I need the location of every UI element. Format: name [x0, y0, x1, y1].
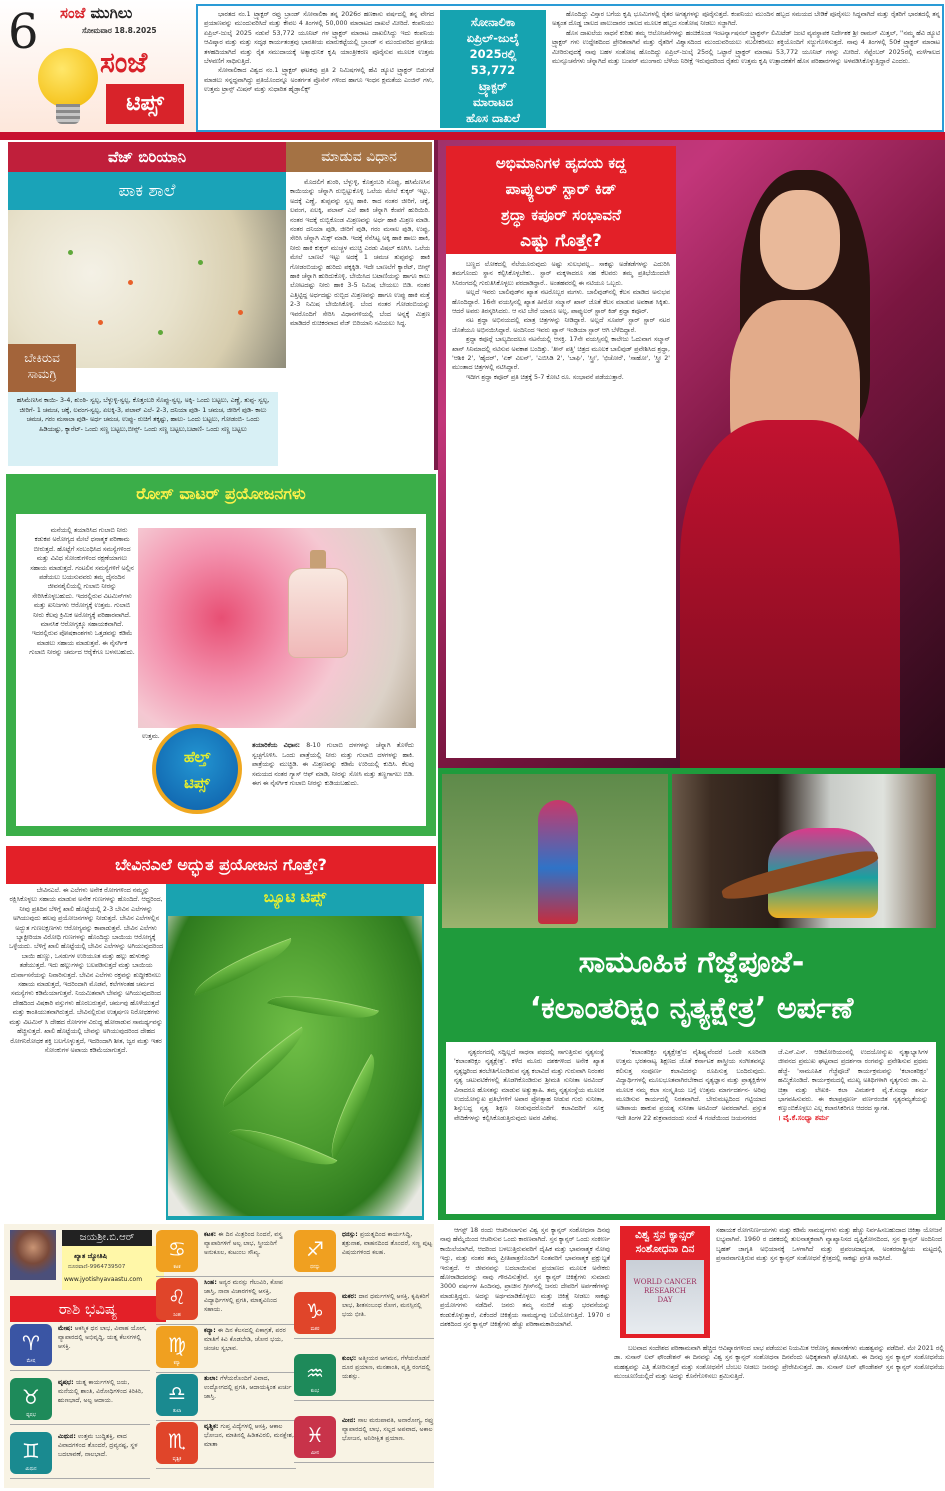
horoscope-sign-6	[156, 1374, 296, 1421]
sign-prediction: ಈ ದಿನ ಮಿತ್ರರಿಂದ ನಿಂದನೆ, ವಸ್ತ್ರ ವ್ಯಾಪಾರಿಗಳಿಗೆ ಅಲ್ಪ ಲಾಭ, ಸ್ತ್ರೀಯರಿಗೆ ಅನುಕೂಲ, ಕುಟುಂಬ ಸೌಖ್ಯ.	[204, 1231, 283, 1256]
lightbulb-icon	[38, 48, 98, 108]
lion-icon	[156, 1278, 198, 1320]
scorpion-icon	[156, 1422, 198, 1464]
tractor-column-3	[552, 10, 940, 66]
astrologer-phone: ದೂರವಾಣಿ-9964739507	[68, 1264, 126, 1270]
column-2	[616, 1048, 766, 1123]
recipe-title: ವೆಜ್ ಬಿರಿಯಾನಿ	[8, 142, 286, 172]
sign-glyph: ♋	[168, 1237, 186, 1261]
paragraph: ಬೇವಿನಎಲೆ. ಈ ಎಲೆಗಳು ಅನೇಕ ರೋಗಗಳಿಂದ ನಮ್ಮನ್ನು ರಕ್ಷಿಸಿಕೊಳ್ಳಲು ಸಹಾಯ ಮಾಡುವ ಅನೇಕ ಗುಣಗಳನ್ನು ಹೊಂದಿದೆ. ಆದ್ದರಿಂದ, ನೀವು ಪ್ರತಿದಿನ ಬೆಳಿಗ್ಗೆ ಖಾಲಿ ಹೊಟ್ಟೆಯಲ್ಲಿ 2-3 ಬೇವಿನ ಎಲೆಗಳನ್ನು ಅಗಿಯುವುದು ಹಲವು ಪ್ರಯೋಜನಗಳನ್ನು ನೀಡುತ್ತದೆ. ಬೇವಿನ ಎಲೆಗಳಲ್ಲಿನ ಅದ್ಭುತ ಗುಣಲಕ್ಷಣಗಳು ಆರೋಗ್ಯವನ್ನು ಕಾಪಾಡುತ್ತವೆ. ಬೇವಿನ ಎಲೆಗಳು ಬ್ಯಾಕ್ಟೀರಿಯಾ ವಿರೋಧಿ ಗುಣಗಳನ್ನು ಹೊಂದಿದ್ದು ಬಾಯಿಯ ಆರೋಗ್ಯಕ್ಕೆ ಒಳ್ಳೆಯದು. ಬೆಳಿಗ್ಗೆ ಖಾಲಿ ಹೊಟ್ಟೆಯಲ್ಲಿ ಬೇವಿನ ಎಲೆಗಳನ್ನು ಅಗಿಯುವುದರಿಂದ ಬಾಯಿ ಹುಣ್ಣು, ಒಸಡುಗಳ ಉರಿಯೂತ ಮತ್ತು ಹಲ್ಲು ಹುಳುಕನ್ನು ತಡೆಯುತ್ತದೆ. ಇದು ಹಲ್ಲುಗಳನ್ನು ಬಲಪಡಿಸುತ್ತದೆ ಮತ್ತು ಬಾಯಿಯ ದುರ್ವಾಸನೆಯನ್ನು ನಿವಾರಿಸುತ್ತದೆ. ಬೇವಿನ ಎಲೆಗಳು ರಕ್ತವನ್ನು ಶುದ್ಧೀಕರಿಸಲು ಸಹಾಯ ಮಾಡುತ್ತದೆ, ಇದರಿಂದಾಗಿ ಮೊಡವೆ, ಕಲೆಗಳಂತಹ ಚರ್ಮದ ಸಮಸ್ಯೆಗಳು ಕಡಿಮೆಯಾಗುತ್ತವೆ. ನಿಯಮಿತವಾಗಿ ಬೇವನ್ನು ಅಗಿಯುವುದರಿಂದ ದೇಹದಿಂದ ವಿಷಕಾರಿ ವಸ್ತುಗಳು ಹೊರಬರುತ್ತವೆ, ಚರ್ಮವು ಹೊಳೆಯುತ್ತದೆ ಮತ್ತು ಕಾಂತಿಯುತವಾಗಿರುತ್ತದೆ. ಬೇವಿನಲ್ಲಿರುವ ಉತ್ಕರ್ಷಣ ನಿರೋಧಕಗಳು ಮತ್ತು ವಿಟಮಿನ್ ಸಿ ದೇಹದ ರೋಗಗಳ ವಿರುದ್ಧ ಹೋರಾಡುವ ಸಾಮರ್ಥ್ಯವನ್ನು ಹೆಚ್ಚಿಸುತ್ತದೆ. ಖಾಲಿ ಹೊಟ್ಟೆಯಲ್ಲಿ ಬೇವನ್ನು ಅಗಿಯುವುದರಿಂದ ದೇಹದ ರೋಗನಿರೋಧಕ ಶಕ್ತಿ ಬಲಗೊಳ್ಳುತ್ತದೆ, ಇದರಿಂದಾಗಿ ಶೀತ, ಜ್ವರ ಮತ್ತು ಇತರ ಸೋಂಕುಗಳ ಅಪಾಯ ಕಡಿಮೆಯಾಗುತ್ತದೆ.	[8, 887, 164, 1054]
highlight-line: ಸೋನಾಲಿಕಾ	[470, 15, 516, 29]
sign-prediction: ಆಕಸ್ಮಿಕ ಧನ ಲಾಭ, ವಿವಾಹ ಯೋಗ, ವ್ಯಾಪಾರದಲ್ಲಿ ಅಭಿವೃದ್ಧಿ, ಯತ್ನ ಕೆಲಸಗಳಲ್ಲಿ ಆಸಕ್ತಿ.	[58, 1325, 147, 1350]
tractor-highlight-box	[440, 10, 546, 128]
tractor-article	[196, 4, 944, 132]
cancer-day-box	[620, 1226, 710, 1338]
horoscope-title: ರಾಶಿ ಭವಿಷ್ಯ	[10, 1296, 166, 1322]
sign-label: ಮೇಷ	[26, 1359, 36, 1364]
sign-glyph: ♓	[306, 1423, 324, 1447]
cancer-research-image	[626, 1260, 704, 1334]
sign-glyph: ♈	[22, 1331, 40, 1355]
newspaper-logo	[60, 4, 132, 22]
horoscope-sign-5	[156, 1326, 296, 1373]
highlight-line: ಏಪ್ರಿಲ್-ಜುಲೈ	[466, 31, 520, 45]
sign-label: ಮಿಥುನ	[25, 1467, 37, 1472]
paragraph: ಸಹಾಯಕ ರೋಗನಿರ್ಣಯಗಳು ಮತ್ತು ಕಡಿಮೆ ಸಾಮರ್ಥ್ಯಗಳು ಮತ್ತು ಹೆಚ್ಚು ನಿರ್ವಹಿಸಬಹುದಾದ ಚಿಕಿತ್ಸಾ ಯೋಜನೆ ಲಭ್ಯವಾಗಿವೆ. 1960 ರ ದಶಕದಲ್ಲಿ ತುಲನಾತ್ಮಕವಾಗಿ ವ್ಯಾಖ್ಯಾನಿಸದ ದೃಷ್ಟಿಕೋನದಿಂದ, ಸ್ತನ ಕ್ಯಾನ್ಸರ್ ಅಂದಿನಿಂದ ಬೃಹತ್ ಜಾಗೃತಿ ಅಭಿಯಾನಕ್ಕೆ ಒಳಗಾಗಿದೆ ಮತ್ತು ಪ್ರಪಂಚದಾದ್ಯಂತ, ಅಂತರರಾಷ್ಟ್ರೀಯ ಮಟ್ಟದಲ್ಲಿ ಪ್ರಸಾರವಾಗುತ್ತಿರುವ ಮತ್ತು ಸ್ತನ ಕ್ಯಾನ್ಸರ್ ಸಂಶೋಧನೆ ಕ್ಷೇತ್ರದಲ್ಲಿ ಸಾಕಷ್ಟು ಪ್ರಗತಿ ಸಾಧಿಸಿದೆ.	[716, 1227, 942, 1263]
paragraph: ಮೊದಲಿಗೆ ಶುಂಠಿ, ಬೆಳ್ಳುಳ್ಳಿ, ಕೊತ್ತಂಬರಿ ಸೊಪ್ಪು, ಹಸಿಮೆಣಸಿನ ಕಾಯಿಯನ್ನು ಚೆನ್ನಾಗಿ ರುಬ್ಬಿಟ್ಟುಕೊಳ್ಳಿ ಒಲೆಯ ಮೇಲೆ ಕುಕ್ಕರ್ ಇಟ್ಟು, ಅದಕ್ಕೆ ಎಣ್ಣೆ, ತುಪ್ಪವನ್ನು ಸ್ವಲ್ಪ ಹಾಕಿ. ಕಾದ ನಂತರ ಜೀರಿಗೆ, ಚಕ್ಕೆ, ಲವಂಗ, ಏಲಕ್ಕಿ, ಪಲಾವ್ ಎಲೆ ಹಾಕಿ ಚೆನ್ನಾಗಿ ಕೆಂಪಗೆ ಹುರಿಯಿರಿ. ನಂತರ ಇದಕ್ಕೆ ರುಬ್ಬಿಕೊಂಡ ಮಿಶ್ರಣವನ್ನು ಅರ್ಧ ಹಾಕಿ ಮಿಶ್ರಣ ಮಾಡಿ. ನಂತರ ದನಿಯಾ ಪುಡಿ, ಜೀರಿಗೆ ಪುಡಿ, ಗರಂ ಮಸಾಲ ಪುಡಿ, ಉಪ್ಪು, ಸೇರಿಸಿ ಚೆನ್ನಾಗಿ ಮಿಕ್ಸ್ ಮಾಡಿ. ಇದಕ್ಕೆ ನೆನೆಸಿಟ್ಟ ಅಕ್ಕಿ ಹಾಕಿ ಹಾಲು ಹಾಕಿ, ನೀರು ಹಾಕಿ ಕುಕ್ಕರ್ ಮುಚ್ಚಳ ಮುಚ್ಚಿ ಎರಡು ವಿಷಲ್ ಕೂಗಿಸಿ. ಒಲೆಯ ಮೇಲೆ ಬಾಣಲೆ ಇಟ್ಟು ಅದಕ್ಕೆ 1 ಚಮಚ ತುಪ್ಪವನ್ನು ಹಾಕಿ ಗೋಡಂಬಿಯನ್ನು ಹುರಿದು ಪಕ್ಕಕ್ಕಿಡಿ. ಇದೇ ಬಾಣಲೆಗೆ ಕ್ಯಾರೆಟ್, ಬೀನ್ಸ್ ಹಾಕಿ ಚೆನ್ನಾಗಿ ಹುರಿದುಕೊಳ್ಳಿ. ಬೇಯಿಸಿದ ಬಟಾಣಿಯನ್ನು ಹಾಗೂ ಕಾಲು ಲೋಟದಷ್ಟು ನೀರು ಹಾಕಿ 3-5 ನಿಮಿಷ ಬೇಯಲು ಬಿಡಿ. ನಂತರ ಎತ್ತಿಟ್ಟಿದ್ದ ಅರ್ಧದಷ್ಟು ರುಬ್ಬಿದ ಮಿಶ್ರಣವನ್ನು ಹಾಗೂ ಉಪ್ಪು ಹಾಕಿ ಮತ್ತೆ 2-3 ನಿಮಿಷ ಬೇಯಿಸಿಕೊಳ್ಳಿ. ಬೆಂದ ನಂತರ ಗೋಡಂಬಿಯನ್ನು ಇವರೊಂದಿಗೆ ಸೇರಿಸಿ ವಿಧಾನಗಳಿಯಲ್ಲಿ ಬೆಂದ ಅನ್ನಕ್ಕೆ ಮಿಶ್ರಣ ಮಾಡಿದರೆ ರುಚಿಕರವಾದ ವೆಜ್ ಬಿರಿಯಾನಿ ಸವಿಯಲು ಸಿದ್ಧ.	[290, 179, 430, 328]
twins-icon	[10, 1432, 52, 1474]
dancers-outdoor-photo	[442, 774, 668, 928]
neem-leaves-photo	[168, 916, 422, 1216]
sign-text: ವೃಶ್ಚಿಕ: ಗುಪ್ತ ವಿದ್ಯೆಗಳಲ್ಲಿ ಆಸಕ್ತಿ, ಆಕಾಲ ಭೋಜನ, ಮಾತಿನಲ್ಲಿ ಹಿಡಿತವಿರಲಿ, ಮನಕ್ಲೇಶ, ಮಾತಾ	[204, 1423, 294, 1448]
fish-icon	[294, 1416, 336, 1458]
method-text: 8-10 ಗುಲಾಬಿ ದಳಗಳನ್ನು ಚೆನ್ನಾಗಿ ತೊಳೆದು ಸ್ವಚ್ಛಗೊಳಿಸಿ. ಒಂದು ಪಾತ್ರೆಯಲ್ಲಿ ನೀರು ಮತ್ತು ಗುಲಾಬಿ ದಳಗಳನ್ನು ಹಾಕಿ. ಪಾತ್ರೆಯನ್ನು ಮುಚ್ಚಿಡಿ. ಈ ಮಿಶ್ರಣವನ್ನು ಕಡಿಮೆ ಉರಿಯಲ್ಲಿ ಕುದಿಸಿ. ಕೆಲವು ಸಮಯದ ನಂತರ ಗ್ಯಾಸ್ ಆಫ್ ಮಾಡಿ, ನೀರನ್ನು ಸೋಸಿ ಮತ್ತು ತಣ್ಣಗಾಗಲು ಬಿಡಿ. ಈಗ ಈ ನೈಸರ್ಗಿಕ ಗುಲಾಬಿ ನೀರನ್ನು ಕುಡಿಯಬಹುದು.	[252, 742, 414, 788]
bottle-icon	[288, 568, 348, 658]
neem-text	[8, 886, 164, 1055]
sign-label: ಧನಸ್ಸು	[310, 1265, 320, 1270]
astrologer-title: ಖ್ಯಾತ ಜ್ಯೋತಿಷಿ	[74, 1252, 108, 1260]
dancer-figure	[538, 800, 578, 924]
sign-name: ವೃಶ್ಚಿಕ	[204, 1423, 216, 1430]
horoscope-sign-10	[294, 1354, 434, 1401]
astrologer-name: ಜಯಶ್ರೀ.ಬಿ.ಆರ್	[62, 1230, 152, 1246]
sign-text: ವೃಷಭ: ಯತ್ನ ಕಾರ್ಯಗಳಲ್ಲಿ ಜಯ, ಮನೆಯಲ್ಲಿ ಶಾಂತಿ, ವಿರೋಧಿಗಳಿಂದ ಕಿರಿಕಿರಿ, ಋಣಭಾದೆ, ಅಲ್ಪ ಆದಾಯ.	[58, 1379, 144, 1404]
paragraph: ಹೊಸ ದಾಖಲೆಯ ಸಾಧನೆ ಕುರಿತು ತಮ್ಮ ಆಲೋಚನೆಗಳನ್ನು ಹಂಚಿಕೊಂಡ ಇಂಟರ್ನ್ಯಾಷನಲ್ ಟ್ರ್ಯಾಕ್ಟರ್ಸ್ ಲಿಮಿಟೆಡ್ ಜಂಟಿ ವ್ಯವಸ್ಥಾಪಕ ನಿರ್ದೇಶಕ ಶ್ರೀ ರಾಮನ್ ಮಿತ್ತಲ್, ''ನಮ್ಮ ಹೆವಿ ಡ್ಯೂಟಿ ಟ್ರ್ಯಾಕ್ಟರ್ ಗಳು ಉದ್ದೇಶದಿಂದ ಪ್ರೇರಿತವಾಗಿವೆ ಮತ್ತು ರೈತರಿಗೆ ವಿಶ್ವಾಸದಿಂದ ಮುಂದುವರಿಯಲು ಸಬಲೀಕರಿಸಲು ಶಕ್ತಿಯೊಂದಿಗೆ ಸಜ್ಜುಗೊಳಿಸುತ್ತದೆ. ನಾವು 4 ತಿಂಗಳಲ್ಲಿ 50ಕೆ ಟ್ರ್ಯಾಕ್ಟರ್ ಮಾರಾಟ ಮೀರಿರುವುದಕ್ಕೆ ನಾವು ಬಹಳ ಸಂತೋಷ ಹೊಂದಿದ್ದು ಏಪ್ರಿಲ್-ಜುಲೈ 25ರಲ್ಲಿ ಒಟ್ಟಾರೆ ಟ್ರ್ಯಾಕ್ಟರ್ ಮಾರಾಟ 53,772 ಯೂನಿಟ್ ಗಳನ್ನು ಮೀರಿದೆ. ಸೆಪ್ಟೆಂಬರ್ 2025ರಲ್ಲಿ ಮಳೆಗಾಲದ ಮುನ್ಸೂಚನೆಗಳು ಚೆನ್ನಾಗಿದೆ ಮತ್ತು ಬಂಪರ್ ಮುಂಗಾರು ಬೆಳೆಯ ನಿರೀಕ್ಷೆ ಇರುವುದರಿಂದ ರೈತರು ಉತ್ತಮ ಕೃಷಿ ಉತ್ಪಾದಕತೆಗೆ ಹೊಸ ಪರಿಹಾರಗಳನ್ನು ಅಳವಡಿಸಿಕೊಳ್ಳುತ್ತಿದ್ದಾರೆ ಎಂದರು.	[552, 29, 940, 66]
leaf-icon	[267, 982, 379, 1032]
sign-glyph: ♑	[306, 1299, 324, 1323]
sign-text: ತುಲಾ: ಗೆಳೆಯರೊಂದಿಗೆ ವಿವಾದ, ಉದ್ಯೋಗದಲ್ಲಿ ಪ್ರಗತಿ, ಆದಾಯಕ್ಕಿಂತ ಖರ್ಚು ಜಾಸ್ತಿ.	[204, 1375, 292, 1400]
sign-name: ಕನ್ಯಾ	[204, 1327, 214, 1334]
sign-label: ವೃಷಭ	[26, 1413, 36, 1418]
article-body	[446, 254, 676, 758]
sign-glyph: ♒	[306, 1361, 324, 1385]
highlight-line: ಹೊಸ ದಾಖಲೆ	[466, 111, 520, 125]
sign-label: ಮೀನ	[310, 1451, 320, 1456]
image-text: RESEARCH	[643, 1287, 687, 1295]
sign-prediction: ಯತ್ನ ಕಾರ್ಯಗಳಲ್ಲಿ ಜಯ, ಮನೆಯಲ್ಲಿ ಶಾಂತಿ, ವಿರೋಧಿಗಳಿಂದ ಕಿರಿಕಿರಿ, ಋಣಭಾದೆ, ಅಲ್ಪ ಆದಾಯ.	[58, 1379, 144, 1404]
sign-prediction: ಗೆಳೆಯರೊಂದಿಗೆ ವಿವಾದ, ಉದ್ಯೋಗದಲ್ಲಿ ಪ್ರಗತಿ, ಆದಾಯಕ್ಕಿಂತ ಖರ್ಚು ಜಾಸ್ತಿ.	[204, 1375, 292, 1400]
headline-line: ಸಾಮೂಹಿಕ ಗೆಜ್ಜೆಪೂಜೆ-	[578, 945, 805, 980]
horoscope-sign-2	[10, 1432, 150, 1479]
sign-name: ಮಕರ	[342, 1293, 354, 1300]
article-headline	[446, 146, 676, 254]
paragraph: ಭಾರತದ ನಂ.1 ಟ್ರ್ಯಾಕ್ಟರ್ ರಫ್ತು ಬ್ರಾಂಡ್ ಸೋನಾಲಿಕಾ ತನ್ನ 2026ರ ಹಣಕಾಸು ವರ್ಷದಲ್ಲಿ ತನ್ನ ವೇಗದ ಪ್ರಯಾಣವನ್ನು ಮುಂದುವರಿಸಿದೆ ಮತ್ತು ಕೇವಲ 4 ತಿಂಗಳಲ್ಲಿ 50,000 ಮಾರಾಟದ ದಾಖಲೆ ಮೀರಿದೆ. ಕಂಪನಿಯು ಏಪ್ರಿಲ್-ಜುಲೈ 2025 ನಡುವೆ 53,772 ಯೂನಿಟ್ ಗಳ ಟ್ರ್ಯಾಕ್ಟರ್ ಮಾರಾಟ ದಾಖಲಿಸಿದ್ದು ಇದು ಕಂಪನಿಯ ಆವಿಷ್ಕಾರ ಮತ್ತು ಮತ್ತು ಸದೃಢ ಕಾರ್ಯತಂತ್ರವು ಭಾರತೀಯ ಮಾರುಕಟ್ಟೆಯಲ್ಲಿ ಬ್ರಾಂಡ್ ನ ಮುಂದುವರಿದ ಪ್ರಗತಿಯ ತಳಹದಿಯಾಗಿದೆ ಮತ್ತು ರೈತ ಸಮುದಾಯಕ್ಕೆ ಅತ್ಯಾಧುನಿಕ ಕೃಷಿ ಯಾಂತ್ರೀಕರಣ ಪೂರೈಸುವ ಮೂಲಕ ಉತ್ತಮ ಬೆಳವಣಿಗೆ ಸಾಧಿಸುತ್ತಿದೆ.	[204, 11, 434, 66]
lightbulb-base-icon	[56, 104, 80, 124]
beauty-tips-box	[166, 884, 424, 1220]
column-1	[454, 1048, 604, 1123]
horoscope-sign-8	[294, 1230, 434, 1277]
paragraph: ನಟ ಶ್ರದ್ಧಾ ಅಭಿನಯದಲ್ಲಿ ಮಾತ್ರ ಚಿತ್ರಗಳನ್ನು ನೀಡಿದ್ದಾರೆ. ಅಲ್ಲದೆ ಸೂಪರ್ ಸ್ಟಾರ್ ಸ್ಟಾರ್ ನಟರ ಜೊತೆಯೂ ಅಭಿನಯಿಸಿದ್ದಾರೆ. ಅಂದಿನಿಂದ ಇವರು ಪ್ಯಾನ್ ಇಂಡಿಯಾ ಸ್ಟಾರ್ ಆಗಿ ಬೆಳೆದಿದ್ದಾರೆ.	[452, 317, 670, 334]
sign-label: ಸಿಂಹ	[173, 1313, 181, 1318]
paragraph: ಇದೀಗ ಶ್ರದ್ಧಾ ಕಪೂರ್ ಪ್ರತಿ ಚಿತ್ರಕ್ಕೆ 5-7 ಕೋಟಿ ರೂ. ಸಂಭಾವನೆ ಪಡೆಯುತ್ತಾರೆ.	[466, 373, 624, 381]
sign-glyph: ♍	[168, 1333, 186, 1357]
sign-label: ಕನ್ಯಾ	[173, 1361, 181, 1366]
article-headline	[438, 934, 945, 1038]
horoscope-sign-1	[10, 1378, 150, 1425]
image-text: WORLD CANCER	[633, 1278, 697, 1286]
sign-glyph: ♏	[168, 1429, 186, 1453]
sign-name: ಮೇಷ	[58, 1325, 71, 1332]
horoscope-sign-11	[294, 1416, 434, 1463]
paragraph: 'ಕಲಾಂತರಿಕ್ಷಂ ನೃತ್ಯಕ್ಷೇತ್ರ'ದ ವೈಶಿಷ್ಟ್ಯವೆಂದರೆ ಒಂದೇ ಸೂರಿನಡಿ ಉತ್ತಮ ಭರತನಾಟ್ಯ ಶಿಕ್ಷಣದ ಜೊತೆ ಕರ್ನಾಟಕ ಶಾಸ್ತ್ರೀಯ ಸಂಗೀತವನ್ನೂ ಕಲಿಸುತ್ತ ಸಂಪೂರ್ಣ ಕಲಾವಿದರನ್ನು ರೂಪಿಸುತ್ತ ಬಂದಿರುವುದು. ವಿದ್ಯಾರ್ಥಿಗಳಲ್ಲಿ ಮೂಲಭೂತವಾಗಿರಬೇಕಾದ ನೃತ್ಯಜ್ಞಾನ ಮತ್ತು ಪ್ರಾತ್ಯಕ್ಷಿಕೆಗಳ ಮೂಲಕ ನಮ್ಮ ಕಲಾ ಸಂಸ್ಕೃತಿಯ ಬಗ್ಗೆ ಉತ್ತಮ ಮಾರ್ಗದರ್ಶನ- ಅರಿವು ಮೂಡಿಸುವ ಕಾರ್ಯದಲ್ಲಿ ನಿರತವಾಗಿದೆ. ಬೇರುಮಟ್ಟದಿಂದ ಗಟ್ಟಿಯಾದ ಅಡಿಪಾಯ ಹಾಕುವ ಪ್ರಯತ್ನ ಸುನೀತಾ ಅರವಿಂದ್ ಅವರದಾಗಿದೆ. ಪ್ರಸ್ತುತ ಇದೇ ತಿಂಗಳ 22 ಶುಕ್ರವಾರದಂದು ಸಂಜೆ 4 ಗಂಟೆಯಿಂದ ಜಯನಗರದ	[616, 1049, 766, 1122]
ram-icon	[10, 1324, 52, 1366]
sign-name: ಸಿಂಹ	[204, 1279, 215, 1286]
brand-part2: ಮುಗಿಲು	[90, 4, 133, 22]
sign-label: ವೃಶ್ಚಿಕ	[172, 1457, 182, 1462]
divider-bar	[0, 132, 945, 140]
paragraph: ಶ್ರದ್ಧಾ ಕಪೂರ್‍ಗೆ ಬಾಲ್ಯದಿಂದಲೂ ನಟನೆಯಲ್ಲಿ ಆಸಕ್ತಿ. 17ನೇ ವಯಸ್ಸಿನಲ್ಲಿ ಕಾಲೇಜು ಓದುವಾಗ ಸಲ್ಮಾನ್ ಖಾನ್ ಸಿನಿಮಾದಲ್ಲಿ ನಟಿಸುವ ಅವಕಾಶ ಬಂದಿತ್ತು. 'ತೀನ್ ಪತ್ತಿ' ಚಿತ್ರದ ಮೂಲಕ ಬಾಲಿವುಡ್ ಪ್ರವೇಶಿಸಿದ ಶ್ರದ್ಧಾ, 'ಆಶಿಕಿ 2', 'ಹೈದರ್', 'ಏಕ್ ವಿಲನ್', 'ಎಬಿಸಿಡಿ 2', 'ಬಾಘಿ', 'ಸ್ತ್ರೀ', 'ಛಿಚೋರೆ', 'ಸಾಹೋ', 'ಸ್ತ್ರೀ 2' ಮುಂತಾದ ಚಿತ್ರಗಳಲ್ಲಿ ನಟಿಸಿದ್ದಾರೆ.	[452, 336, 670, 372]
ingredients-label-line: ಸಾಮಗ್ರಿ	[27, 367, 57, 381]
virgo-icon	[156, 1326, 198, 1368]
health-tips-badge	[152, 724, 242, 814]
scales-icon	[156, 1374, 198, 1416]
image-text: DAY	[657, 1296, 673, 1304]
paragraph: ಬಲವಾದ ಸಂದೇಶದ ಪರಿಣಾಮವಾಗಿ ಹೆಚ್ಚಿದ ಆವಿಷ್ಕಾರಗಳಿಂದ ಲಾಭ ಪಡೆಯುವ ನಿಯಮಿತ ಆರೋಗ್ಯ ತಪಾಸಣೆಗಳು ಮಹತ್ವವನ್ನು ಪಡೆದಿವೆ. ಮೇ 2021 ರಲ್ಲಿ ಡಾ. ಸುಸಾನ್ ಲವ್ ಫೌಂಡೇಶನ್ ಈ ದಿನವನ್ನು ವಿಶ್ವ ಸ್ತನ ಕ್ಯಾನ್ಸರ್ ಸಂಶೋಧನಾ ದಿನವೆಂದು ಅಧಿಕೃತವಾಗಿ ಘೋಷಿಸಿತು. ಈ ದಿನವು ಸ್ತನ ಕ್ಯಾನ್ಸರ್ ಸಂಶೋಧನೆಯ ಮಹತ್ವವನ್ನು ಎತ್ತಿ ತೋರಿಸುತ್ತದೆ ಮತ್ತು ಸಂಶೋಧನೆಗೆ ಬೆಂಬಲ ನೀಡಲು ಜನರನ್ನು ಪ್ರೇರೇಪಿಸುತ್ತದೆ. ಡಾ. ಸುಸಾನ್ ಲವ್ ಫೌಂಡೇಶನ್ ಸ್ತನ ಕ್ಯಾನ್ಸರ್ ಸಂಶೋಧನೆಯ ಮುಂಚೂಣಿಯಲ್ಲಿದೆ ಮತ್ತು ಅದನ್ನು ಕೊನೆಗೊಳಿಸಲು ಶ್ರಮಿಸುತ್ತಿದೆ.	[614, 1345, 944, 1381]
paragraph-lead: ಉತ್ತಮ.	[142, 733, 160, 740]
column-3	[778, 1048, 928, 1123]
paragraph: ಮನೆಯಲ್ಲಿ ತಯಾರಿಸಿದ ಗುಲಾಬಿ ನೀರು ಕಡುಕಪ ಅರೋಗ್ಯದ ಮೇಲೆ ಧನಾತ್ಮಕ ಪರಿಣಾಮ ಬೀರುತ್ತದೆ. ಹೊಟ್ಟೆಗೆ ಸಂಬಂಧಿಸಿದ ಸಮಸ್ಯೆಗಳಿಂದ ಮತ್ತು ವಿವಿಧ ಸೋಂಕುಗಳಿಂದ ರಕ್ಷಣೆಯಾಗಲು ಸಹಾಯ ಮಾಡುತ್ತದೆ. ಗಂಟಲಿನ ಸಮಸ್ಯೆಗಳಿಗೆ ಅಲ್ಲಿನ ಪಡೆಯಲು ಬಯಸುವವರು ತಮ್ಮ ದೈನಂದಿನ ಜೀವನಶೈಲಿಯಲ್ಲಿ ಗುಲಾಬಿ ನೀರನ್ನು ಸೇರಿಸಿಕೊಳ್ಳಬಹುದು. ಇದರಲ್ಲಿರುವ ವಿಟಮಿನ್‍ಗಳು ಮತ್ತು ಖನಿಜಗಳು ಆರೋಗ್ಯಕ್ಕೆ ಉತ್ತಮ. ಗುಲಾಬಿ ನೀರು ಕೆಲವು ಕ್ರಿಮಿಕ ಅರೋಗ್ಯಕ್ಕೆ ಪರಿಹಾರವಾಗಿದೆ. ಮಾನಸಿಕ ಆರೋಗ್ಯಕ್ಕೂ ಸಹಾಯಕವಾಗಿದೆ. ಇದರಲ್ಲಿರುವ ಪೋಷಕಾಂಶಗಳು ಒತ್ತಡವನ್ನು ಕಡಿಮೆ ಮಾಡಲು ಸಹಾಯ ಮಾಡುತ್ತವೆ. ಈ ನೈಸರ್ಗಿಕ ಗುಲಾಬಿ ನೀರನ್ನು ಚರ್ಮದ ಆರೈಕೆಗೂ ಬಳಸಬಹುದು.	[29, 527, 135, 657]
sign-prediction: ಅತ್ಮೀಯರ ಆಗಮನ, ಗೆಳೆಯರೊಡನೆ ದೂರ ಪ್ರಯಾಣ, ಮನಶಾಂತಿ, ವೃತ್ತಿ ರಂಗದಲ್ಲಿ ಯಶಸ್ಸು.	[342, 1355, 431, 1380]
brand-part1: ಸಂಜೆ	[60, 4, 86, 22]
ingredients-label	[8, 344, 76, 392]
sign-name: ಮಿಥುನ	[58, 1433, 74, 1440]
sign-name: ಮೀನ	[342, 1417, 354, 1424]
goat-icon	[294, 1292, 336, 1334]
sign-prediction: ಪ್ರಯತ್ನದಿಂದ ಕಾರ್ಯಸಿದ್ಧಿ, ಶತ್ರುನಾಶ, ವಾಹನದಿಂದ ತೊಂದರೆ, ಸಣ್ಣ ಪುಟ್ಟ ವಿಷಯಗಳಿಂದ ಕಲಹ.	[342, 1231, 433, 1256]
sign-text: ಧನಸ್ಸು: ಪ್ರಯತ್ನದಿಂದ ಕಾರ್ಯಸಿದ್ಧಿ, ಶತ್ರುನಾಶ, ವಾಹನದಿಂದ ತೊಂದರೆ, ಸಣ್ಣ ಪುಟ್ಟ ವಿಷಯಗಳಿಂದ ಕಲಹ.	[342, 1231, 433, 1256]
bull-icon	[10, 1378, 52, 1420]
bow-icon	[294, 1230, 336, 1272]
horoscope-sign-9	[294, 1292, 434, 1339]
headline-line: ಶ್ರದ್ಧಾ ಕಪೂರ್ ಸಂಭಾವನೆ	[501, 206, 621, 224]
highlight-line: 2025ರಲ್ಲಿ	[469, 47, 517, 61]
sign-name: ವೃಷಭ	[58, 1379, 72, 1386]
sign-text: ಮಿಥುನ: ಉತ್ತಮ ಬುದ್ಧಿಶಕ್ತಿ, ವಾದ ವಿವಾದಗಳಿಂದ ತೊಂದರೆ, ದ್ರವ್ಯನಷ್ಟ, ಸ್ಥಳ ಬದಲಾವಣೆ, ನಾಲಭಾದೆ.	[58, 1433, 138, 1458]
horoscope-section	[4, 1224, 434, 1488]
face-shape	[760, 190, 840, 290]
recipe-section-label: ಪಾಕ ಶಾಲೆ	[8, 172, 286, 210]
highlight-line: ಮಾರಾಟದ	[472, 95, 514, 109]
recipe-method	[290, 178, 430, 329]
sign-prediction: ದಾನ ಧರ್ಮಗಳಲ್ಲಿ ಆಸಕ್ತಿ, ಕೃಷಿಕರಿಗೆ ಲಾಭ, ಶೀತಸಂಬಂಧ ರೋಗ, ಮನಸ್ಸಿನಲ್ಲಿ ಭಯ ಭೀತಿ.	[342, 1293, 430, 1318]
headline-line: ಅಭಿಮಾನಿಗಳ ಹೃದಯ ಕದ್ದ	[495, 154, 627, 172]
astrologer-photo	[10, 1230, 56, 1280]
rose-water-photo	[138, 528, 416, 728]
sign-text: ಕಟಕ: ಈ ದಿನ ಮಿತ್ರರಿಂದ ನಿಂದನೆ, ವಸ್ತ್ರ ವ್ಯಾಪಾರಿಗಳಿಗೆ ಅಲ್ಪ ಲಾಭ, ಸ್ತ್ರೀಯರಿಗೆ ಅನುಕೂಲ, ಕುಟುಂಬ ಸೌಖ್ಯ.	[204, 1231, 283, 1256]
paragraph: ಬಣ್ಣದ ಲೋಕದಲ್ಲಿ ನೆಲೆಯೂರುವುದು ಅಷ್ಟು ಸುಲಭವಲ್ಲ.. ಸಾಕಷ್ಟು ಅಡೆತಡೆಗಳನ್ನು ಎದುರಿಸಿ ತಮಗೊಂದು ಸ್ಥಾನ ಕಲ್ಪಿಸಿಕೊಳ್ಳಬೇಕು.. ಸ್ಟಾರ್ ಮಕ್ಕಳಾದರೂ ಸಹ ಕೆಲವರು ತಮ್ಮ ಪ್ರತಿಭೆಯಿಂದಲೇ ಸಿನಿರಂಗದಲ್ಲಿ ಗುರುತಿಸಿಕೊಳ್ಳಲು ಪರದಾಡಿದ್ದಾರೆ.. ಅಂತಹವರಲ್ಲಿ ಈ ನಟಿಯೂ ಒಬ್ಬರು.	[452, 261, 670, 287]
article-title	[620, 1228, 710, 1256]
title-line: ಸಂಶೋಧನಾ ದಿನ	[635, 1243, 695, 1255]
sign-label: ಮಕರ	[310, 1327, 320, 1332]
sign-glyph: ♎	[168, 1381, 186, 1405]
rose-text-left	[28, 526, 136, 658]
cork-icon	[310, 550, 326, 570]
leaf-icon	[229, 1114, 338, 1180]
sign-name: ಧನಸ್ಸು	[342, 1231, 356, 1238]
paragraph: ಹೊಂದಿದ್ದು ವಿಸ್ತಾರ ಬಗೆಯ ಕೃಷಿ ಭೂಮಿಗಳಲ್ಲಿ ರೈತರ ಅಗತ್ಯಗಳನ್ನು ಪೂರೈಸುತ್ತದೆ. ಕಂಪನಿಯು ಮುಂದಿನ ಹಬ್ಬದ ಸಮಯದ ಬೇಡಿಕೆ ಪೂರೈಸಲು ಸಿದ್ಧವಾಗಿದೆ ಮತ್ತು ರೈತರಿಗೆ ಭಾರತದಲ್ಲಿ ತನ್ನ ಅತ್ಯಂತ ದೊಡ್ಡ ಜಾಲದ ಪಾಲುದಾರರ ಜಾಲದ ಮೂಲಕ ಹಬ್ಬದ ಸಂತೋಷ ನೀಡಲು ಸಜ್ಜಾಗಿದೆ.	[552, 11, 940, 28]
byline: । ವೈ.ಕೆ.ಸಂಧ್ಯಾ ಶರ್ಮ	[778, 1113, 830, 1122]
sign-glyph: ♊	[22, 1439, 40, 1463]
sign-prediction: ಅನ್ಯರ ಮನಸ್ಸು ಗೆಲುವಿರಿ, ಕೋಪ ಜಾಸ್ತಿ, ನಾನಾ ವಿಚಾರಗಳಲ್ಲಿ ಆಸಕ್ತಿ, ವಿದ್ಯಾರ್ಥಿಗಳಲ್ಲಿ ಪ್ರಗತಿ, ಮಾತೃವಿನಿಂದ ಸಹಾಯ.	[204, 1279, 284, 1313]
cancer-text-left	[440, 1226, 610, 1329]
saree-shape	[680, 420, 900, 768]
ingredients-list: ಹಸಿಮೆಣಸಿನ ಕಾಯಿ- 3-4, ಶುಂಠಿ- ಸ್ವಲ್ಪ, ಬೆಳ್ಳುಳ್ಳಿ-ಸ್ವಲ್ಪ, ಕೊತ್ತಂಬರಿ ಸೊಪ್ಪು-ಸ್ವಲ್ಪ, ಅಕ್ಕಿ- ಒಂದು ಬಟ್ಟಲು, ಎಣ್ಣೆ, ತುಪ್ಪ- ಸ್ವಲ್ಪ, ಜೀರಿಗೆ- 1 ಚಮಚ, ಚಕ್ಕೆ, ಲವಂಗ-ಸ್ವಲ್ಪ, ಏಲಕ್ಕಿ-3, ಪಲಾವ್ ಎಲೆ- 2-3, ದನಿಯಾ ಪುಡಿ- 1 ಚಮಚ, ಜೀರಿಗೆ ಪುಡಿ- ಕಾಲು ಚಮಚ, ಗರಂ ಮಸಾಲಾ ಪುಡಿ- ಅರ್ಧ ಚಮಚ, ಉಪ್ಪು- ರುಚಿಗೆ ತಕ್ಕಷ್ಟು, ಹಾಲು- ಒಂದು ಬಟ್ಟಲು, ಗೋಡಂಬಿ- ಒಂದು ಹಿಡಿಯಷ್ಟು, ಕ್ಯಾರೆಟ್- ಒಂದು ಸಣ್ಣ ಬಟ್ಟಲು,ಬೀನ್ಸ್- ಒಂದು ಸಣ್ಣ ಬಟ್ಟಲು,ಬಟಾಣಿ- ಒಂದು ಸಣ್ಣ ಬಟ್ಟಲು	[8, 392, 278, 466]
sign-label: ಕುಂಭ	[310, 1389, 320, 1394]
highlight-line: 53,772	[470, 63, 516, 77]
page-number: 6	[8, 4, 39, 60]
sign-prediction: ಈ ದಿನ ಕೆಲಸದಲ್ಲಿ ಏಕಾಗ್ರತೆ, ಪರರ ಮಾತಿಗೆ ಕಿವಿ ಕೊಡಬೇಡಿ, ಚೋರ ಭಯ, ಚಂಚಲ ಸ್ವಭಾವ.	[204, 1327, 286, 1352]
sign-text: ಸಿಂಹ: ಅನ್ಯರ ಮನಸ್ಸು ಗೆಲುವಿರಿ, ಕೋಪ ಜಾಸ್ತಿ, ನಾನಾ ವಿಚಾರಗಳಲ್ಲಿ ಆಸಕ್ತಿ, ವಿದ್ಯಾರ್ಥಿಗಳಲ್ಲಿ ಪ್ರಗತಿ, ಮಾತೃವಿನಿಂದ ಸಹಾಯ.	[204, 1279, 284, 1313]
cancer-text-right	[716, 1226, 942, 1264]
cancer-text-bottom	[614, 1344, 944, 1382]
tractor-column-1	[204, 10, 434, 95]
section-subtitle: ಟಿಪ್ಸ್	[106, 84, 184, 124]
ingredients-label-line: ಬೇಕಿರುವ	[24, 351, 60, 365]
leaf-icon	[188, 938, 299, 996]
horoscope-sign-4	[156, 1278, 296, 1325]
paragraph: ನೃತ್ಯರಂಗದಲ್ಲಿ ಸದ್ದಿಲ್ಲದೆ ಸಾಧನಾ ಪಥದಲ್ಲಿ ಸಾಗುತ್ತಿರುವ ನೃತ್ಯಸಂಸ್ಥೆ 'ಕಲಾಂತರಿಕ್ಷಂ ನೃತ್ಯಕ್ಷೇತ್ರ'. ಕಳೆದ ಮೂರು ದಶಕಗಳಿಂದ ಅನೇಕ ಖ್ಯಾತ ನೃತ್ಯಜ್ಞರಿಂದ ತರಬೇತಿಗೊಂಡಿರುವ ನೃತ್ಯ ಕಲಾವಿದೆ ಮತ್ತು ಗುರುವಾಗಿ ನಿರಂತರ ನೃತ್ಯ ಚಟುವಟಿಕೆಗಳಲ್ಲಿ ತೊಡಗಿಕೊಂಡಿರುವ ಶ್ರೀಮತಿ ಸುನೀತಾ ಅರವಿಂದ್ ವಿನಾದರೂ ಹೊಸತನ್ನು ಮಾಡುವ ಅತ್ಯುತ್ಸಾಹಿ. ತಮ್ಮ ನೃತ್ಯಸಂಸ್ಥೆಯ ಮೂಲಕ ಉದಯೋನ್ಮುಖ ಪ್ರತಿಭೆಗಳಿಗೆ ಅಪಾರ ಪ್ರೋತ್ಸಾಹ ನೀಡುವ ಗುರು ಸುನೀತಾ, ಶಿಸ್ತುಬದ್ಧ ನೃತ್ಯ ಶಿಕ್ಷಣ ನೀಡುವುದರೊಂದಿಗೆ ಕಲಾವಿದರಿಗೆ ಸೂಕ್ತ ವೇದಿಕೆಗಳನ್ನು ಕಲ್ಪಿಸಿಕೊಡುತ್ತಿರುವುದು ಅವರ ವಿಶೇಷ.	[454, 1049, 604, 1122]
sign-name: ಕುಂಭ	[342, 1355, 354, 1362]
headline-line: ‘ಕಲಾಂತರಿಕ್ಷಂ ನೃತ್ಯಕ್ಷೇತ್ರ’ ಅರ್ಪಣೆ	[529, 991, 854, 1026]
masthead	[0, 0, 198, 132]
sign-prediction: ಉತ್ತಮ ಬುದ್ಧಿಶಕ್ತಿ, ವಾದ ವಿವಾದಗಳಿಂದ ತೊಂದರೆ, ದ್ರವ್ಯನಷ್ಟ, ಸ್ಥಳ ಬದಲಾವಣೆ, ನಾಲಭಾದೆ.	[58, 1433, 138, 1458]
sign-text: ಮೀನ: ಸಾಲ ಮರುಪಾವತಿ, ಅನಾರೋಗ್ಯ, ರಫ್ತು ವ್ಯಾಪಾರದಲ್ಲಿ ಲಾಭ, ಸಲ್ಲದ ಅಪವಾದ, ಅಕಾಲ ಭೋಜನ, ಅನಿರೀಕ್ಷಿತ ಪ್ರಯಾಣ.	[342, 1417, 434, 1442]
horoscope-sign-0	[10, 1324, 150, 1371]
article-title: ರೋಸ್ ವಾಟರ್ ಪ್ರಯೋಜನಗಳು	[136, 484, 306, 503]
sign-name: ತುಲಾ	[204, 1375, 216, 1382]
sign-text: ಮಕರ: ದಾನ ಧರ್ಮಗಳಲ್ಲಿ ಆಸಕ್ತಿ, ಕೃಷಿಕರಿಗೆ ಲಾಭ, ಶೀತಸಂಬಂಧ ರೋಗ, ಮನಸ್ಸಿನಲ್ಲಿ ಭಯ ಭೀತಿ.	[342, 1293, 430, 1318]
badge-line: ಹೆಲ್ತ್	[183, 748, 211, 766]
dance-article	[438, 768, 945, 1220]
method-label: ತಯಾರಿಕೆಯ ವಿಧಾನ:	[252, 742, 301, 750]
sign-label: ತುಲಾ	[172, 1409, 182, 1414]
horoscope-sign-3	[156, 1230, 296, 1277]
highlight-line: ಟ್ರ್ಯಾಕ್ಟರ್	[479, 79, 507, 93]
leaf-icon	[316, 1054, 390, 1160]
sign-glyph: ♌	[168, 1285, 186, 1309]
paragraph: ಆಗಸ್ಟ್ 18 ರಂದು ಆಚರಿಸಲಾಗುವ ವಿಶ್ವ ಸ್ತನ ಕ್ಯಾನ್ಸರ್ ಸಂಶೋಧನಾ ದಿನವು ನಾವು ಹೆಮ್ಮೆಯಿಂದ ಆಚರಿಸುವ ಒಂದು ಕಾರಣವಾಗಿದೆ. ಸ್ತನ ಕ್ಯಾನ್ಸರ್ ಒಂದು ಸಂಕೀರ್ಣ ಕಾಯಿಲೆಯಾಗಿದೆ, ಆದರಿಂದ ಬಳಲುತ್ತಿರುವವರಿಗೆ ದೈಹಿಕ ಮತ್ತು ಭಾವನಾತ್ಮಕ ನೋವು ಇದ್ದು, ಮತ್ತು ನಂತರ ತಮ್ಮ ಪ್ರೀತಿಪಾತ್ರರೊಂದಿಗೆ ನಿಂತವರಿಗೆ ಭಾವನಾತ್ಮಕ ಪ್ರಕ್ಷುಬ್ಧತೆ ಇರುತ್ತದೆ. ಆ ಜೀವನವನ್ನು ಬದಲಾಯಿಸುವ ಪ್ರಯಾಣದ ಮೂಲಕ ಅನೇಕರು ಹೋರಾಡಿದವರನ್ನು ನಾವು ಗೌರವಿಸುತ್ತೇವೆ. ಸ್ತನ ಕ್ಯಾನ್ಸರ್ ಚಿಕಿತ್ಸೆಗಳು ಸುಮಾರು 3000 ವರ್ಷಗಳ ಹಿಂದಿನವು, ಪ್ರಾಚೀನ ಗ್ರೀಸ್‍ನಲ್ಲಿ ಜನರು ದೇವರಿಗೆ ಅರ್ಪಣೆಗಳನ್ನು ಮಾಡುತ್ತಿದ್ದರು. ಅದನ್ನು ಅರ್ಥಮಾಡಿಕೊಳ್ಳಲು ಮತ್ತು ಚಿಕಿತ್ಸೆ ನೀಡಲು ಸಾಕಷ್ಟು ಪ್ರಯೋಗಗಳು ನಡೆದಿವೆ. ಜನರು ತಮ್ಮ ನಂಬಿಕೆ ಮತ್ತು ಭರವಸೆಯನ್ನು ಕಂಡುಕೊಳ್ಳುತ್ತಾರೆ, ಏಕೆಂದರೆ ಚಿಕಿತ್ಸೆಯ ಸಾಮರ್ಥ್ಯವು ಬಲಿಯೋಗುತ್ತಿದೆ. 1970 ರ ದಶಕದಿಂದ ಸ್ತನ ಕ್ಯಾನ್ಸರ್ ಚಿಕಿತ್ಸೆಗಳು ಹೆಚ್ಚು ಪರಿಣಾಮಕಾರಿಯಾಗಿವೆ.	[440, 1227, 610, 1329]
sign-text: ಕುಂಭ: ಅತ್ಮೀಯರ ಆಗಮನ, ಗೆಳೆಯರೊಡನೆ ದೂರ ಪ್ರಯಾಣ, ಮನಶಾಂತಿ, ವೃತ್ತಿ ರಂಗದಲ್ಲಿ ಯಶಸ್ಸು.	[342, 1355, 431, 1380]
sign-prediction: ಗುಪ್ತ ವಿದ್ಯೆಗಳಲ್ಲಿ ಆಸಕ್ತಿ, ಆಕಾಲ ಭೋಜನ, ಮಾತಿನಲ್ಲಿ ಹಿಡಿತವಿರಲಿ, ಮನಕ್ಲೇಶ, ಮಾತಾ	[204, 1423, 294, 1448]
headline-line: ಪಾಪ್ಯುಲರ್ ಸ್ಟಾರ್ ಕಿಡ್	[505, 180, 617, 198]
section-title: ಸಂಜೆ	[100, 46, 148, 79]
article-title: ಬೇವಿನಎಲೆ ಅದ್ಭುತ ಪ್ರಯೋಜನ ಗೊತ್ತೇ?	[6, 846, 436, 884]
sign-text: ಮೇಷ: ಆಕಸ್ಮಿಕ ಧನ ಲಾಭ, ವಿವಾಹ ಯೋಗ, ವ್ಯಾಪಾರದಲ್ಲಿ ಅಭಿವೃದ್ಧಿ, ಯತ್ನ ಕೆಲಸಗಳಲ್ಲಿ ಆಸಕ್ತಿ.	[58, 1325, 147, 1350]
paragraph: ಅಲ್ಲದೆ ಇವರು ಬಾಲಿವುಡ್‍ನ ಖ್ಯಾತ ನಟರೊಬ್ಬರ ಮಗಳು. ಬಾಲಿವುಡ್‍ನಲ್ಲಿ ಕೆಲಸ ಮಾಡಿದ ಅನುಭವ ಹೊಂದಿದ್ದಾರೆ. 16ನೇ ವಯಸ್ಸಿನಲ್ಲಿ ಖ್ಯಾತ ಹೀರೋ ಸಲ್ಮಾನ್ ಖಾನ್ ಜೊತೆ ಕೆಲಸ ಮಾಡುವ ಅವಕಾಶ ಸಿಕ್ಕಿತು. ಆದರೆ ಅವರು ತಿರಸ್ಕರಿಸಿದರು. ಆ ನಟಿ ಬೇರೆ ಯಾರೂ ಅಲ್ಲ, ಪಾಪ್ಯುಲರ್ ಸ್ಟಾರ್ ಕಿಡ್ ಶ್ರದ್ಧಾ ಕಪೂರ್.	[452, 289, 670, 316]
paragraph: ಜೆ.ಎಸ್.ಎಸ್. ಆಡಿಟೋರಿಯಂನಲ್ಲಿ ಉದಯೋನ್ಮುಖ ನೃತ್ಯಾಭ್ಯಾಸಿಗಳ ಜೀವನದ ಪ್ರಮುಖ ಘಟ್ಟವಾದ ಪ್ರದರ್ಶನಾ ರಂಗವನ್ನು ಪ್ರವೇಶಿಸುವ ಪ್ರಥಮ ಹೆಜ್ಜೆ- 'ಸಾಮೂಹಿಕ ಗೆಜ್ಜೆಪೂಜೆ' ಕಾರ್ಯಕ್ರಮವನ್ನು 'ಕಲಾಂತರಿಕ್ಷಂ' ಹಮ್ಮಿಕೊಂಡಿದೆ. ಕಾರ್ಯಕ್ರಮದಲ್ಲಿ ಮುಖ್ಯ ಅತಿಥಿಗಳಾಗಿ ನೃತ್ಯಗುರು ಡಾ. ಎ. ಚಿತ್ರಾ ಮತ್ತು ಲೇಖಕಿ- ಕಲಾ ವಿಮರ್ಶಕಿ ವೈ.ಕೆ.ಸಂಧ್ಯಾ ಶರ್ಮ ಭಾಗವಹಿಸುವರು. ಈ ಕಲಾಪ್ರಪೂರ್ಣ ವರ್ಣರಂಜಿತ ನೃತ್ಯರಮ್ಯತೆಯನ್ನು ಕಣ್ತುಂಬಿಕೊಳ್ಳಲು ಎಲ್ಲ ಕಲಾರಸಿಕರಿಗೂ ಆದರದ ಸ್ವಾಗತ.	[778, 1049, 928, 1113]
astrologer-website[interactable]: www.jyotishyavaastu.com	[64, 1276, 143, 1283]
sign-text: ಕನ್ಯಾ: ಈ ದಿನ ಕೆಲಸದಲ್ಲಿ ಏಕಾಗ್ರತೆ, ಪರರ ಮಾತಿಗೆ ಕಿವಿ ಕೊಡಬೇಡಿ, ಚೋರ ಭಯ, ಚಂಚಲ ಸ್ವಭಾವ.	[204, 1327, 286, 1352]
crab-icon	[156, 1230, 198, 1272]
article-body	[446, 1042, 936, 1214]
leaf-icon	[212, 1026, 315, 1107]
issue-date: ಸೋಮವಾರ 18.8.2025	[82, 26, 157, 35]
paragraph: ಸೋನಾಲಿಕಾದ ವಿಶ್ವದ ನಂ.1 ಟ್ರ್ಯಾಕ್ಟರ್ ಘಟಕವು ಪ್ರತಿ 2 ನಿಮಿಷಗಳಲ್ಲಿ ಹೆವಿ ಡ್ಯೂಟಿ ಟ್ರ್ಯಾಕ್ಟರ್ ಬಿಡುಗಡೆ ಮಾಡಲು ಸನ್ನದ್ಧವಾಗಿದ್ದು ಪ್ರತಿಯೊಂದನ್ನೂ ಅಂತರ್ಗತ ಪ್ರೊಸೆಸ್ ಗಳಿಂದ ಹಾಗೂ ಇಂಧನ ಕ್ಷಮತೆಯ ಎಂಜಿನ್ ಗಳು, ಉತ್ತಮ ಟ್ರಾನ್ಸ್ ಮಿಷನ್ ಮತ್ತು ಸುಧಾರಿತ ಹೈಡ್ರಾಲಿಕ್ಸ್	[204, 67, 434, 94]
sign-glyph: ♐	[306, 1237, 324, 1261]
sign-glyph: ♉	[22, 1385, 40, 1409]
beauty-tips-title: ಬ್ಯೂಟಿ ಟಿಪ್ಸ್	[263, 888, 327, 906]
pot-icon	[294, 1354, 336, 1396]
method-title: ಮಾಡುವ ವಿಧಾನ	[286, 142, 432, 172]
veena-player-photo	[672, 774, 936, 928]
sign-name: ಕಟಕ	[204, 1231, 214, 1238]
sign-prediction: ಸಾಲ ಮರುಪಾವತಿ, ಅನಾರೋಗ್ಯ, ರಫ್ತು ವ್ಯಾಪಾರದಲ್ಲಿ ಲಾಭ, ಸಲ್ಲದ ಅಪವಾದ, ಅಕಾಲ ಭೋಜನ, ಅನಿರೀಕ್ಷಿತ ಪ್ರಯಾಣ.	[342, 1417, 434, 1442]
headline-line: ಎಷ್ಟು ಗೊತ್ತೇ?	[520, 231, 602, 251]
sign-label: ಕಟಕ	[173, 1265, 181, 1270]
title-line: ವಿಶ್ವ ಸ್ತನ ಕ್ಯಾನ್ಸರ್	[635, 1229, 695, 1241]
horoscope-sign-7	[156, 1422, 296, 1469]
badge-line: ಟಿಪ್ಸ್	[184, 774, 210, 792]
